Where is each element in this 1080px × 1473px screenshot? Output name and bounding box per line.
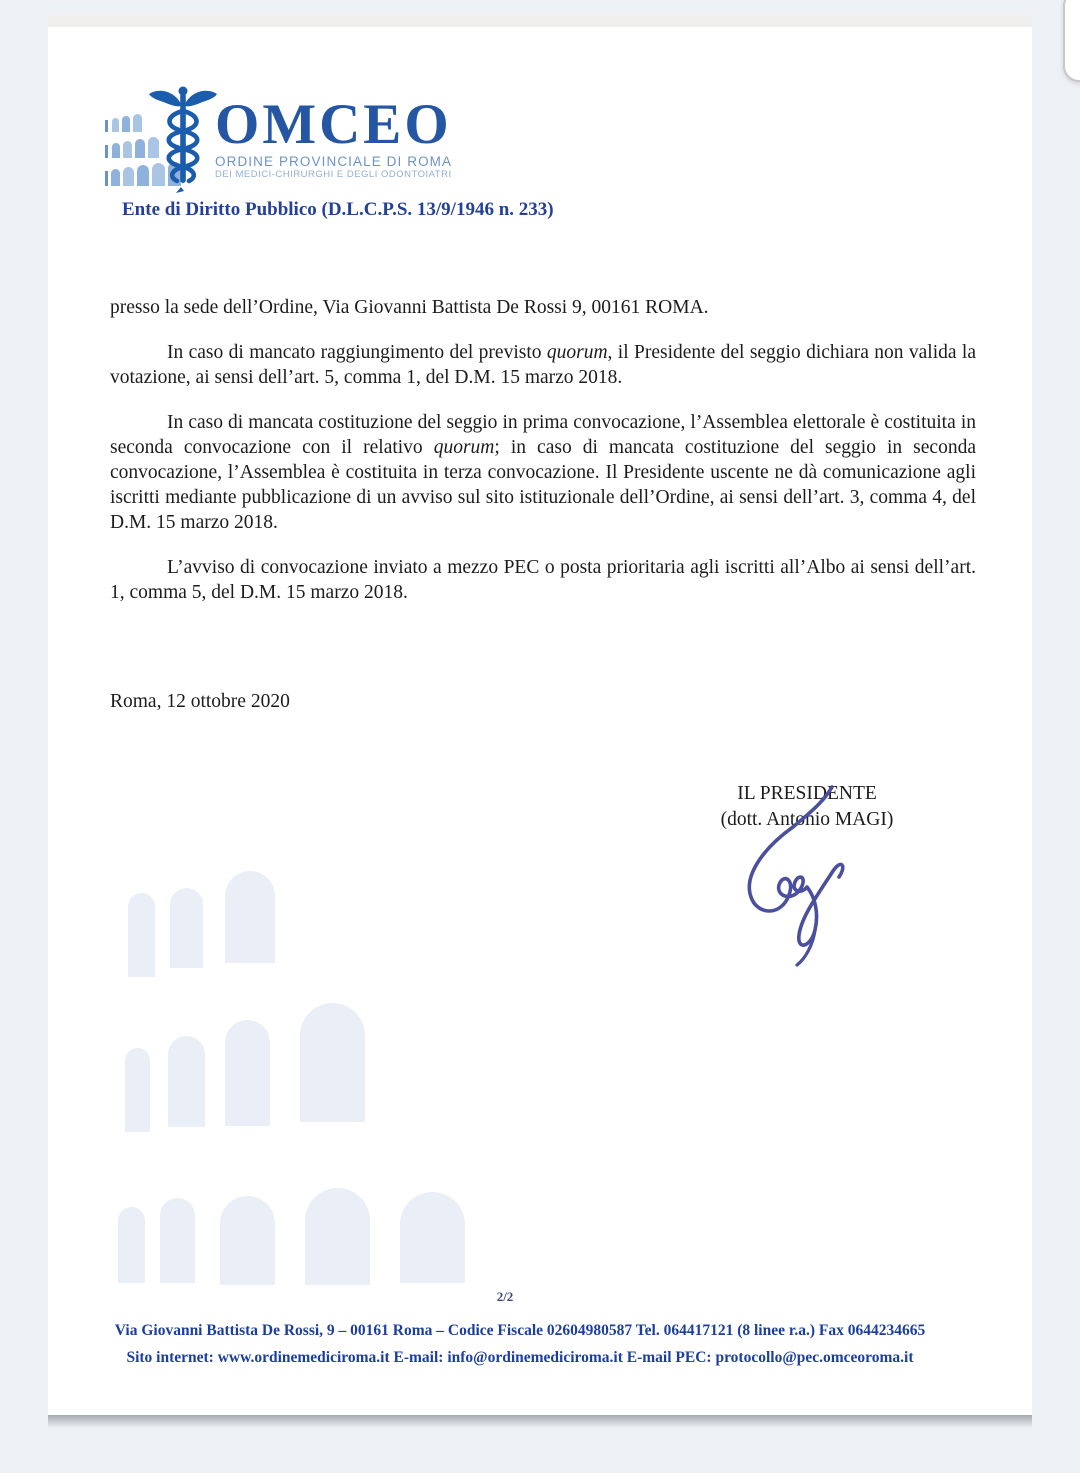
logo-subtitle-1: ORDINE PROVINCIALE DI ROMA: [215, 154, 453, 169]
entity-line: Ente di Diritto Pubblico (D.L.C.P.S. 13/9/1946 n. 233): [122, 199, 554, 220]
document-page: [48, 27, 1032, 1415]
caduceus-icon: [148, 85, 218, 195]
paragraph-3-quorum: quorum: [433, 437, 495, 458]
body-paragraph-4: L’avviso di convocazione inviato a mezzo PEC o posta prioritaria agli iscritti all’Albo ai sensi dell’art. 1, comma 5, del D.M. 15 marzo 2018.: [110, 557, 976, 603]
footer-line-2: Sito internet: www.ordinemediciroma.it E-mail: info@ordinemediciroma.it E-mail PEC: protocollo@pec.omceoroma.it: [126, 1349, 914, 1366]
body-paragraph-1: presso la sede dell’Ordine, Via Giovanni Battista De Rossi 9, 00161 ROMA.: [110, 297, 709, 318]
body-paragraph-3: [110, 410, 976, 535]
paragraph-2-quorum: quorum: [546, 342, 608, 363]
page-number: 2/2: [496, 1289, 514, 1304]
colosseum-watermark-icon: [110, 843, 480, 1293]
logo-text: [215, 93, 515, 180]
letter-body: [110, 295, 976, 625]
signature-title: IL PRESIDENTE: [737, 783, 877, 804]
paragraph-3-text: In caso di mancata costituzione del seggio in prima convocazione, l’Assemblea elettorale è costituita in seconda convocazione con il relativo: [110, 412, 976, 458]
signature-name: (dott. Antonio MAGI): [720, 809, 894, 830]
logo-subtitle-2: DEI MEDICI-CHIRURGHI E DEGLI ODONTOIATRI: [215, 169, 452, 180]
footer: [48, 1317, 992, 1371]
paragraph-3-text-end: ; in caso di mancata costituzione del seggio in seconda convocazione, l’Assemblea è costituita in terza convocazione. Il Presidente uscente ne dà comunicazione agli iscritti mediante pubblicazione di un avviso sul sito istituzionale dell’Ordine, ai sensi dell’art. 3, comma 4, del D.M. 15 marzo 2018.: [110, 437, 976, 533]
paragraph-2-text-end: , il Presidente del seggio dichiara non valida la votazione, ai sensi dell’art. 5, comma 1, del D.M. 15 marzo 2018.: [110, 342, 976, 388]
logo-acronym: OMCEO: [215, 93, 452, 156]
scrollbar-thumb[interactable]: [1063, 0, 1080, 82]
paragraph-2-text: In caso di mancato raggiungimento del previsto: [167, 342, 547, 363]
footer-line-1: Via Giovanni Battista De Rossi, 9 – 00161 Roma – Codice Fiscale 02604980587 Tel. 064417121 (8 linee r.a.) Fax 0644234665: [114, 1322, 926, 1339]
date-line: Roma, 12 ottobre 2020: [110, 691, 290, 712]
body-paragraph-2: [110, 340, 976, 390]
handwritten-signature: [735, 775, 885, 970]
page-bottom-shadow: [48, 1415, 1032, 1428]
